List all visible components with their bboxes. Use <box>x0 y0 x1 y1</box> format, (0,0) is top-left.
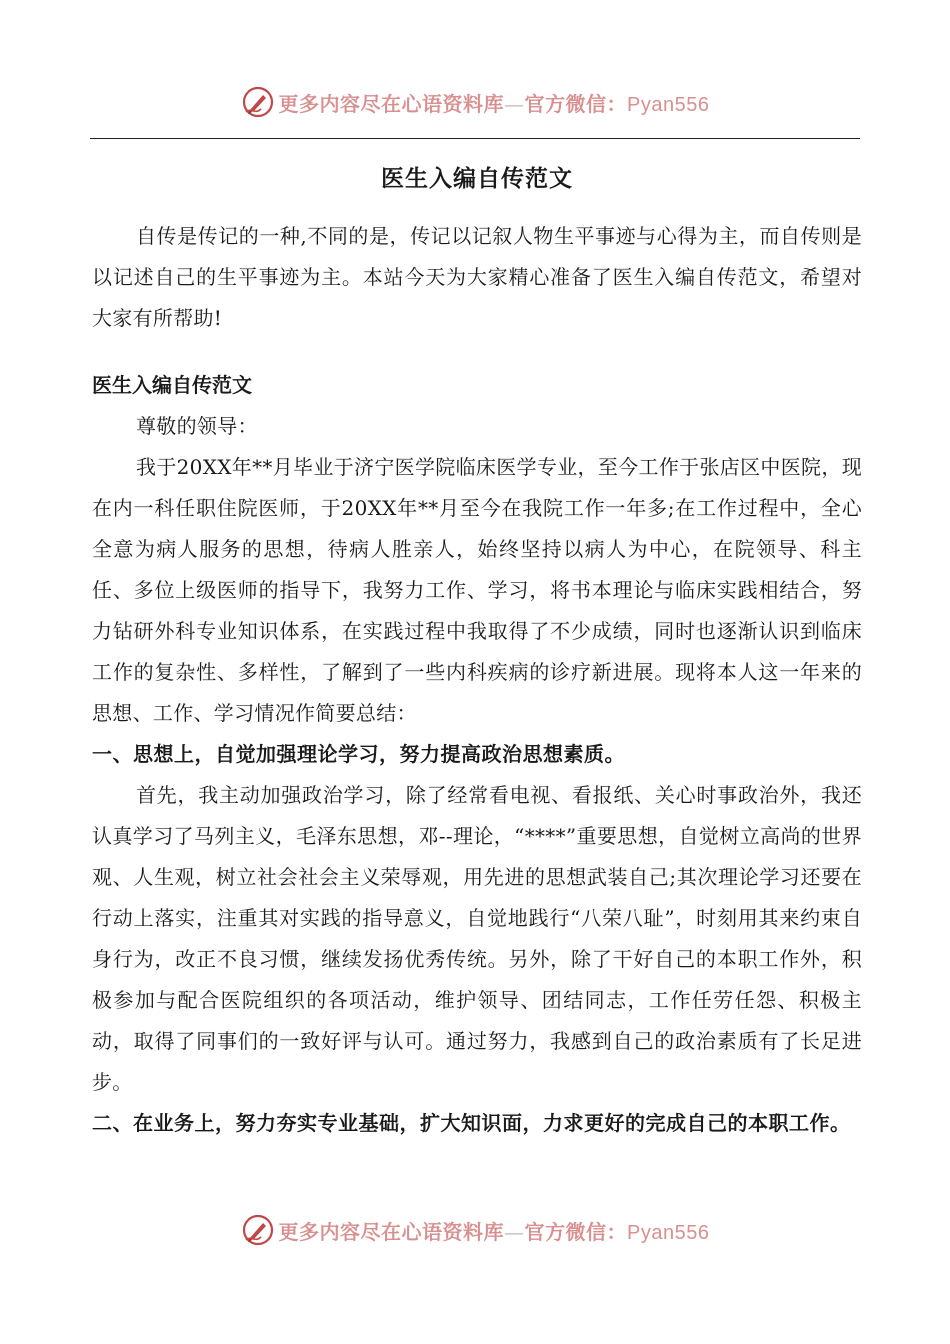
intro-paragraph: 自传是传记的一种,不同的是，传记以记叙人物生平事迹与心得为主，而自传则是以记述自己的生平事迹为主。本站今天为大家精心准备了医生入编自传范文，希望对大家有所帮助! <box>92 224 862 330</box>
document-title: 医生入编自传范文 <box>381 165 573 192</box>
salutation: 尊敬的领导： <box>136 414 258 438</box>
section-heading-1: 一、思想上，自觉加强理论学习，努力提高政治思想素质。 <box>92 742 625 766</box>
banner-wechat-label: 官方微信： <box>524 1219 628 1244</box>
banner-wechat-id: Pyan556 <box>627 93 710 116</box>
banner-text <box>279 88 710 117</box>
pen-logo-icon <box>241 1213 275 1247</box>
header-banner <box>0 80 950 124</box>
document-body <box>92 150 862 1144</box>
banner-text <box>279 1216 710 1245</box>
banner-site-text: 更多内容尽在心语资料库 <box>278 91 505 116</box>
section-heading-2: 二、在业务上，努力夯实专业基础，扩大知识面，力求更好的完成自己的本职工作。 <box>92 1111 851 1135</box>
body-paragraph-1: 我于20XX年**月毕业于济宁医学院临床医学专业，至今工作于张店区中医院，现在内一科任职住院医师，于20XX年**月至今在我院工作一年多;在工作过程中，全心全意为病人服务的思想，待病人胜亲人，始终坚持以病人为中心，在院领导、科主任、多位上级医师的指导下，我努力工作、学习，将书本理论与临床实践相结合，努力钻研外科专业知识体系，在实践过程中我取得了不少成绩，同时也逐渐认识到临床工作的复杂性、多样性，了解到了一些内科疾病的诊疗新进展。现将本人这一年来的思想、工作、学习情况作简要总结： <box>92 455 862 725</box>
banner-dash: — <box>504 91 525 116</box>
footer-banner <box>0 1208 950 1252</box>
banner-wechat-id: Pyan556 <box>627 1221 710 1244</box>
pen-logo-icon <box>241 85 275 119</box>
banner-wechat-label: 官方微信： <box>524 91 628 116</box>
section-1-paragraph: 首先，我主动加强政治学习，除了经常看电视、看报纸、关心时事政治外，我还认真学习了马列主义，毛泽东思想，邓--理论，“****”重要思想，自觉树立高尚的世界观、人生观，树立社会社会主义荣辱观，用先进的思想武装自己;其次理论学习还要在行动上落实，注重其对实践的指导意义，自觉地践行“八荣八耻”，时刻用其来约束自身行为，改正不良习惯，继续发扬优秀传统。另外，除了干好自己的本职工作外，积极参加与配合医院组织的各项活动，维护领导、团结同志，工作任劳任怨、积极主动，取得了同事们的一致好评与认可。通过努力，我感到自己的政治素质有了长足进步。 <box>92 783 862 1094</box>
banner-dash: — <box>504 1219 525 1244</box>
header-divider <box>90 138 860 139</box>
document-subheading: 医生入编自传范文 <box>92 373 252 397</box>
banner-site-text: 更多内容尽在心语资料库 <box>278 1219 505 1244</box>
